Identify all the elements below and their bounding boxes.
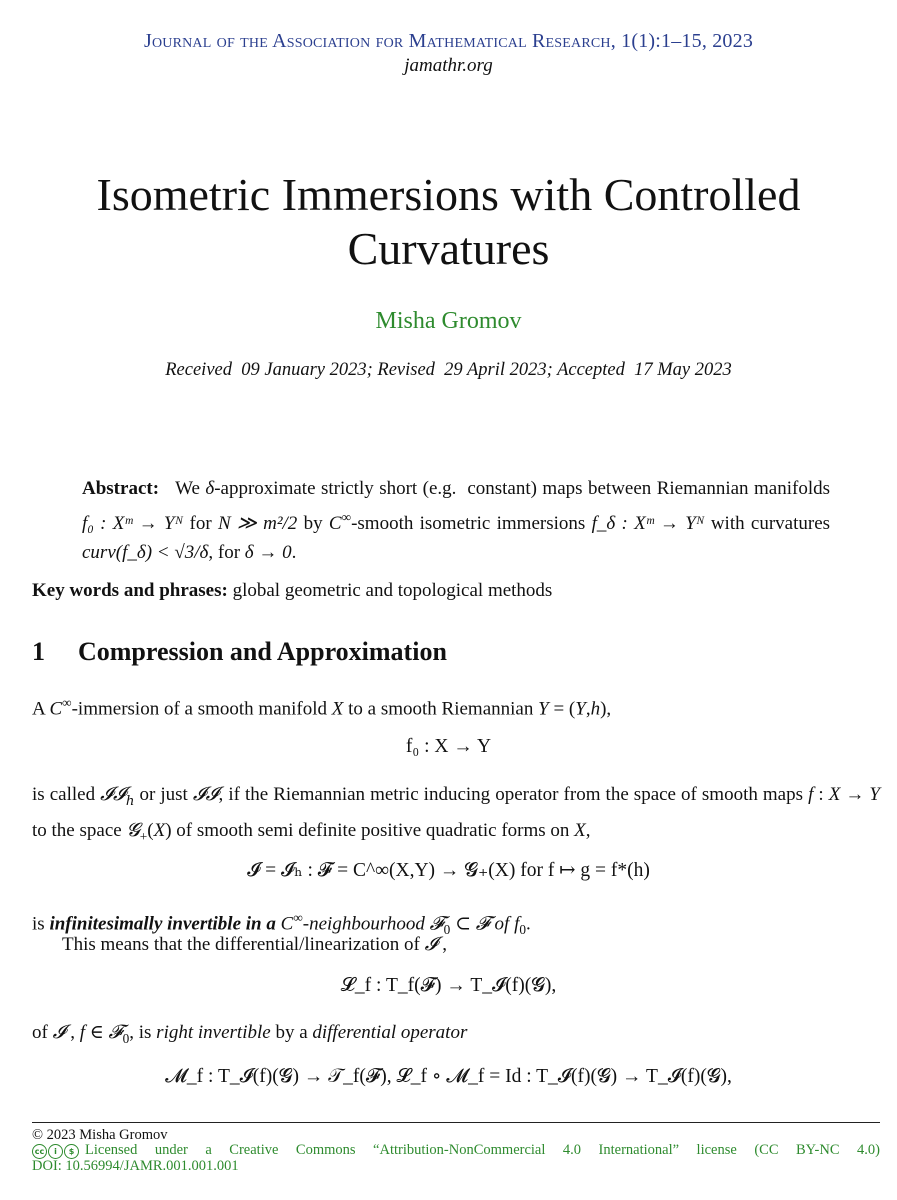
footer-license-word: BY-NC — [795, 1142, 840, 1158]
footer-license-word: under — [154, 1142, 188, 1158]
creative-commons-icon: cc i $ — [32, 1144, 79, 1159]
footer-divider — [32, 1122, 880, 1123]
abstract-formula-1: f₀ : Xᵐ → Yᴺ — [82, 513, 184, 535]
keywords-text: global geometric and topological methods — [232, 580, 553, 601]
footer-license-word: a — [205, 1142, 212, 1158]
journal-header — [0, 30, 897, 53]
paragraph-1: A C∞-immersion of a smooth manifold X to a smooth Riemannian Y = (Y,h), — [32, 695, 612, 720]
abstract-formula-5: δ → 0 — [244, 542, 292, 564]
author-name[interactable]: Misha Gromov — [375, 308, 522, 334]
paragraph-4: This means that the differential/linearization of 𝓘 , — [62, 933, 447, 955]
journal-issue: , 1(1):1–15, 2023 — [610, 30, 754, 52]
footer-license[interactable] — [32, 1142, 880, 1159]
footer-license-word: 4.0) — [857, 1142, 880, 1158]
footer-doi[interactable]: DOI: 10.56994/JAMR.001.001.001 — [32, 1158, 239, 1174]
abstract-formula-4: curv(f_δ) < √3/δ — [82, 542, 209, 564]
paper-title: Isometric Immersions with Controlled Curvatures — [96, 169, 801, 274]
equation-1: f₀ : X → Y — [405, 736, 492, 757]
equation-3: 𝓛_f : T_f(𝓕) → T_𝓘(f)(𝓖), — [340, 975, 557, 996]
abstract-formula-2: N ≫ m²/2 — [217, 513, 298, 535]
footer-license-word: (CC — [754, 1142, 779, 1158]
footer-license-word: Commons — [295, 1142, 356, 1158]
abstract-label: Abstract: — [82, 478, 160, 499]
paragraph-2: is called 𝓘𝓘$_h$ or just 𝓘𝓘, if the Riemannian metric inducing operator from the space of smooth maps f : X → Y to the space 𝓖$_+$(X) of smooth semi definite positive quadratic forms on X, — [32, 783, 880, 844]
journal-website[interactable]: jamathr.org — [404, 55, 493, 76]
footer-license-word: Creative — [229, 1142, 279, 1158]
section-title: Compression and Approximation — [78, 637, 447, 666]
abstract-formula-3: f_δ : Xᵐ → Yᴺ — [591, 513, 705, 535]
footer-license-word: 4.0 — [562, 1142, 582, 1158]
journal-name: Journal of the Association for Mathematical Research — [143, 30, 611, 52]
footer-license-word: license — [696, 1142, 737, 1158]
footer-license-word: International” — [598, 1142, 680, 1158]
abstract-text: We δ-approximate strictly short (e.g. constant) maps between Riemannian manifolds f₀ : Xᵐ → Yᴺ for N ≫ m²/2 by C∞-smooth isometric immersions f_δ : Xᵐ → Yᴺ with curvatures curv(f_δ) < √3/δ, for δ → 0. — [82, 478, 831, 564]
section-heading — [32, 637, 447, 667]
keywords-label: Key words and phrases: — [32, 580, 228, 601]
equation-4: 𝓜_f : T_𝓘(f)(𝓖) → 𝒯_f(𝓕), 𝓛_f ∘ 𝓜_f = Id : T_𝓘(f)(𝓖) → T_𝓘(f)(𝓖), — [165, 1066, 732, 1087]
footer-license-word: cc i $ Licensed — [32, 1142, 137, 1159]
keywords — [32, 580, 872, 602]
section-number: 1 — [32, 637, 45, 666]
equation-2: 𝓘 = 𝓘ₕ : 𝓕 = C^∞(X,Y) → 𝓖₊(X) for f ↦ g = f*(h) — [247, 860, 650, 881]
footer-copyright: © 2023 Misha Gromov — [32, 1127, 168, 1143]
abstract — [82, 474, 830, 567]
paragraph-3: is infinitesimally invertible in a C∞-neighbourhood 𝓕$_0$ ⊂ 𝓕 of $f_0$. — [32, 910, 531, 938]
footer-license-word: “Attribution-NonCommercial — [373, 1142, 546, 1158]
paragraph-5: of 𝓘 , f ∈ 𝓕$_0$, is right invertible by a differential operator — [32, 1021, 468, 1046]
publication-dates: Received 09 January 2023; Revised 29 April 2023; Accepted 17 May 2023 — [165, 360, 732, 380]
